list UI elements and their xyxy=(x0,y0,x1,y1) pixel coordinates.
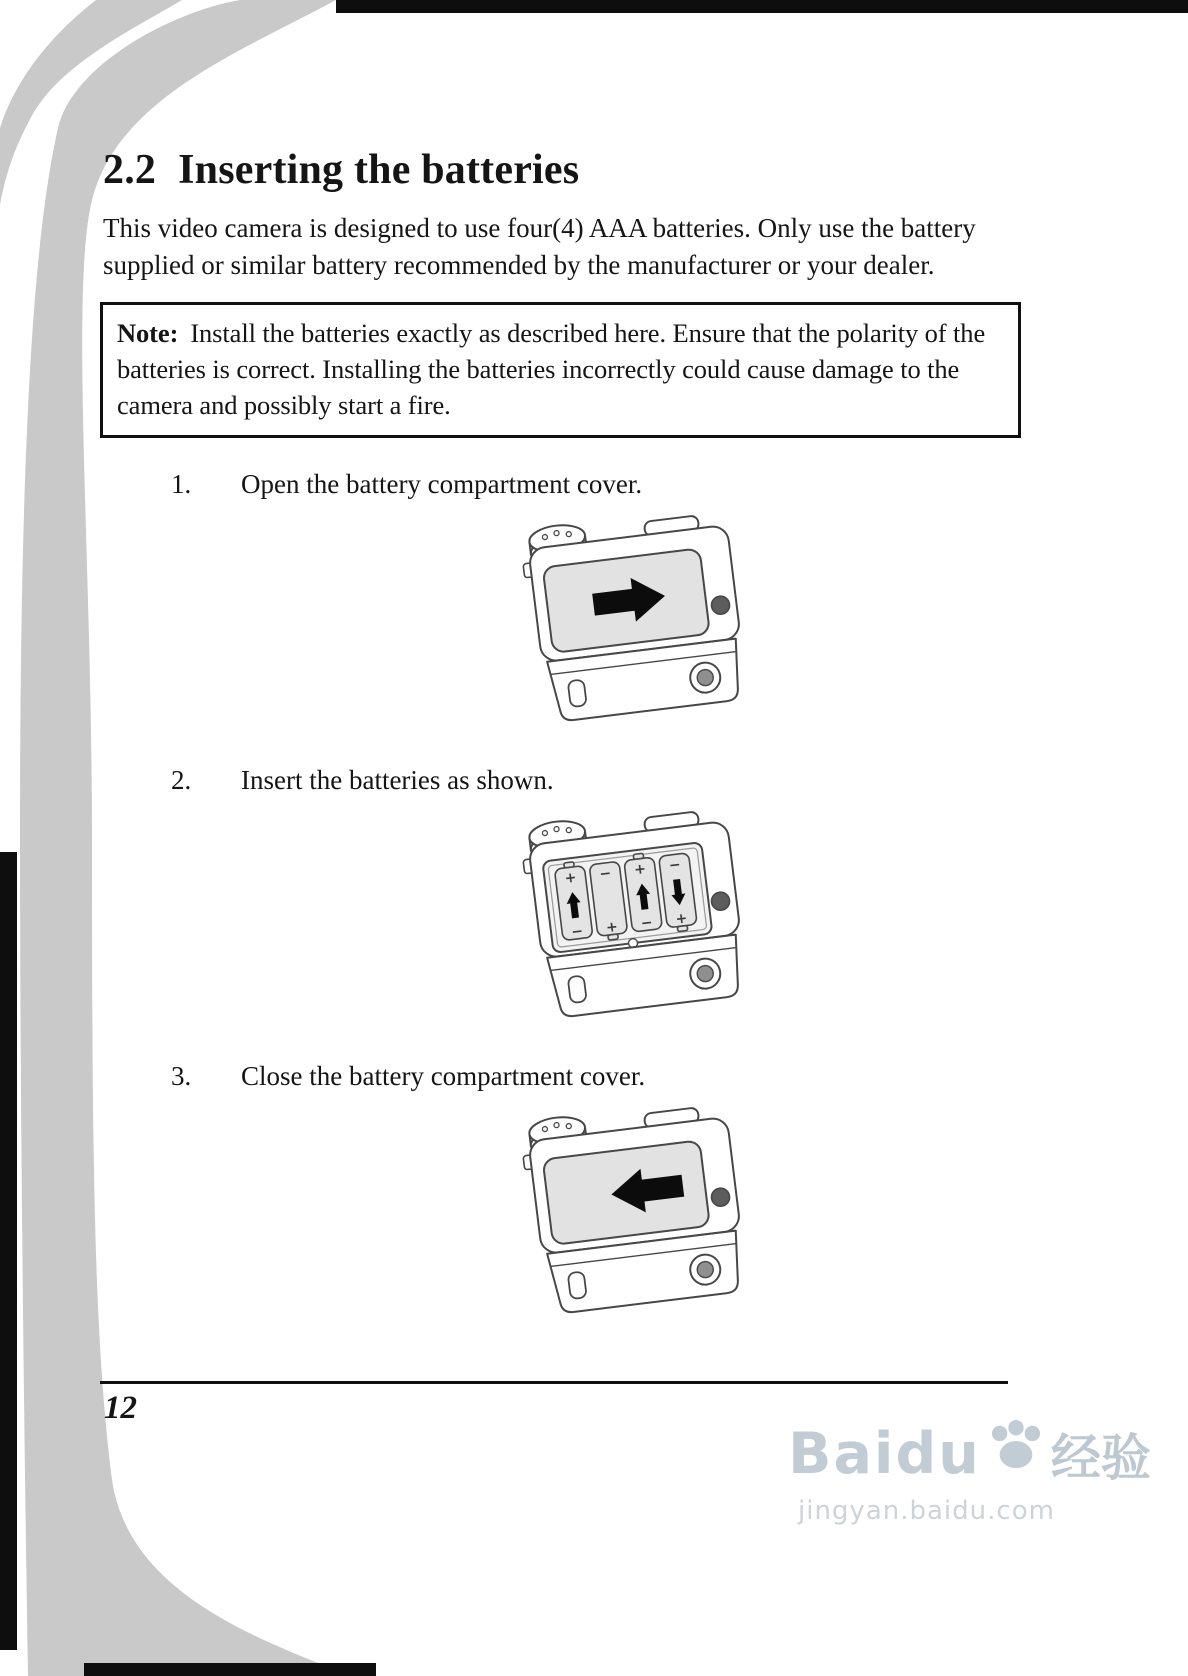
step-2 xyxy=(171,762,1019,798)
svg-text:−: − xyxy=(668,856,682,875)
illustration-close-battery-cover xyxy=(516,1102,766,1326)
note-box xyxy=(100,302,1021,438)
strap-slot xyxy=(568,679,587,707)
svg-text:+: + xyxy=(605,918,619,937)
paw-icon xyxy=(987,1419,1045,1471)
illustration-open-battery-cover xyxy=(516,510,766,734)
step-3-number: 3. xyxy=(171,1061,192,1091)
page-edge-left xyxy=(0,852,17,1650)
footer-rule xyxy=(100,1381,1008,1384)
svg-text:−: − xyxy=(639,914,654,933)
section-number: 2.2 xyxy=(103,147,157,193)
page-content xyxy=(103,0,1019,1326)
svg-text:+: + xyxy=(633,861,647,879)
intro-paragraph: This video camera is designed to use four(4) AAA batteries. Only use the battery supplied or similar battery recommended by the manufacturer or your dealer. xyxy=(103,213,976,280)
svg-text:+: + xyxy=(563,869,578,887)
page-number: 12 xyxy=(104,1390,137,1426)
step-1 xyxy=(171,466,1019,502)
baidu-jingyan-watermark xyxy=(788,1418,1151,1526)
watermark-brand: Baidu xyxy=(788,1421,981,1487)
svg-text:−: − xyxy=(598,865,613,883)
step-2-number: 2. xyxy=(171,765,192,795)
svg-text:+: + xyxy=(674,910,689,928)
page-edge-bottom xyxy=(84,1663,376,1676)
section-title-text: Inserting the batteries xyxy=(178,147,580,193)
illustration-insert-batteries xyxy=(516,806,766,1030)
note-text: Install the batteries exactly as described here. Ensure that the polarity of the batteries is correct. Installing the batteries incorrectly could cause damage to the camera and possibly start a fire. xyxy=(117,318,986,420)
section-title xyxy=(103,146,1019,194)
step-2-text: Insert the batteries as shown. xyxy=(241,765,554,795)
watermark-url: jingyan.baidu.com xyxy=(798,1496,1055,1526)
step-1-number: 1. xyxy=(171,469,192,499)
strap-slot xyxy=(568,975,587,1003)
step-3 xyxy=(171,1058,1019,1094)
svg-text:−: − xyxy=(570,923,585,941)
step-1-text: Open the battery compartment cover. xyxy=(241,469,643,499)
note-label: Note: xyxy=(117,318,179,348)
watermark-brand-cn: 经验 xyxy=(1050,1429,1151,1487)
step-3-text: Close the battery compartment cover. xyxy=(241,1061,646,1091)
strap-slot xyxy=(568,1271,587,1299)
